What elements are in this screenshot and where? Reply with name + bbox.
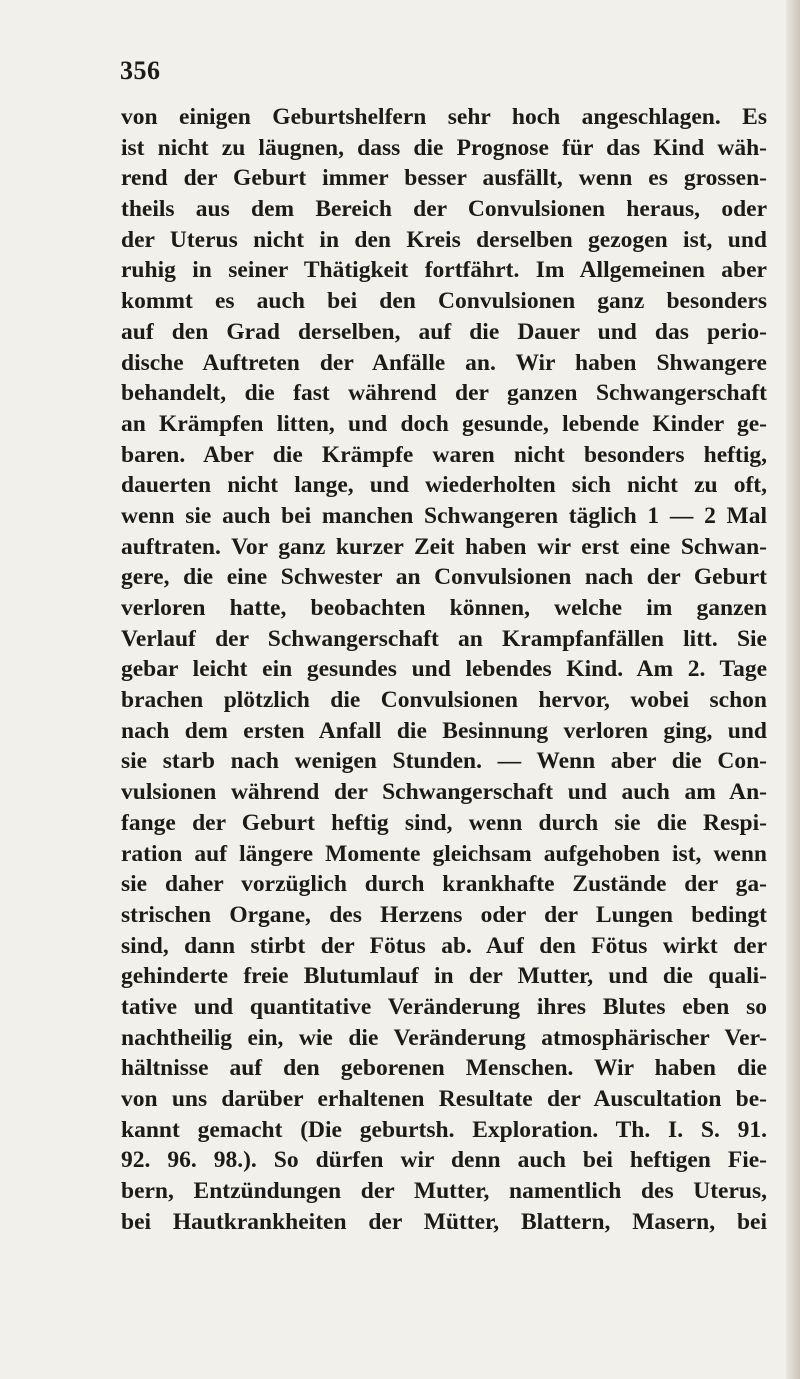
text-line: von einigen Geburtshelfern sehr hoch angeschlagen. Es [121, 104, 767, 130]
text-line: brachen plötzlich die Convulsionen hervor, wobei schon [121, 687, 767, 714]
text-line: gere, die eine Schwester an Convulsionen nach der Geburt [121, 564, 767, 591]
text-line: Verlauf der Schwangerschaft an Krampfanfällen litt. Sie [121, 625, 767, 652]
text-line: hältnisse auf den geborenen Menschen. Wir haben die [121, 1055, 767, 1082]
text-line: auf den Grad derselben, auf die Dauer und das perio- [121, 318, 767, 345]
text-line: gehinderte freie Blutumlauf in der Mutter, und die quali- [121, 963, 767, 990]
text-line: dische Auftreten der Anfälle an. Wir haben Shwangere [121, 349, 767, 376]
text-line: bei Hautkrankheiten der Mütter, Blattern, Masern, bei [121, 1208, 767, 1235]
page-number: 356 [120, 56, 161, 85]
text-line: ist nicht zu läugnen, dass die Prognose für das Kind wäh- [121, 134, 767, 161]
text-line: sind, dann stirbt der Fötus ab. Auf den Fötus wirkt der [121, 932, 767, 959]
text-line: baren. Aber die Krämpfe waren nicht besonders heftig, [121, 441, 767, 468]
body-text [121, 102, 767, 1237]
text-line: strischen Organe, des Herzens oder der Lungen bedingt [121, 901, 767, 928]
text-line: rend der Geburt immer besser ausfällt, wenn es grossen- [121, 165, 767, 192]
page-edge-shadow [786, 0, 800, 1379]
text-line: behandelt, die fast während der ganzen Schwangerschaft [121, 380, 767, 407]
text-line: kannt gemacht (Die geburtsh. Exploration. Th. I. S. 91. [121, 1116, 767, 1143]
text-line: ruhig in seiner Thätigkeit fortfährt. Im Allgemeinen aber [121, 257, 767, 284]
text-line: 92. 96. 98.). So dürfen wir denn auch bei heftigen Fie- [121, 1147, 767, 1174]
text-line: dauerten nicht lange, und wiederholten sich nicht zu oft, [121, 472, 767, 499]
text-line: tative und quantitative Veränderung ihres Blutes eben so [121, 993, 767, 1020]
text-line: verloren hatte, beobachten können, welche im ganzen [121, 595, 767, 621]
text-line: bern, Entzündungen der Mutter, namentlich des Uterus, [121, 1178, 767, 1205]
text-line: ration auf längere Momente gleichsam aufgehoben ist, wenn [121, 840, 767, 867]
text-line: nach dem ersten Anfall die Besinnung verloren ging, und [121, 717, 767, 744]
text-line: auftraten. Vor ganz kurzer Zeit haben wir erst eine Schwan- [121, 533, 767, 560]
text-line: vulsionen während der Schwangerschaft und auch am An- [121, 779, 767, 806]
text-line: theils aus dem Bereich der Convulsionen heraus, oder [121, 196, 767, 223]
text-line: fange der Geburt heftig sind, wenn durch sie die Respi- [121, 809, 767, 836]
text-line: nachtheilig ein, wie die Veränderung atmosphärischer Ver- [121, 1024, 767, 1051]
text-line: an Krämpfen litten, und doch gesunde, lebende Kinder ge- [121, 410, 767, 437]
text-line: wenn sie auch bei manchen Schwangeren täglich 1 — 2 Mal [121, 502, 767, 529]
text-line: gebar leicht ein gesundes und lebendes Kind. Am 2. Tage [121, 656, 767, 683]
text-line: sie starb nach wenigen Stunden. — Wenn aber die Con- [121, 748, 767, 775]
text-line: sie daher vorzüglich durch krankhafte Zustände der ga- [121, 871, 767, 898]
text-line: von uns darüber erhaltenen Resultate der Auscultation be- [121, 1086, 767, 1112]
text-line: kommt es auch bei den Convulsionen ganz besonders [121, 288, 767, 315]
text-line: der Uterus nicht in den Kreis derselben gezogen ist, und [121, 226, 767, 253]
